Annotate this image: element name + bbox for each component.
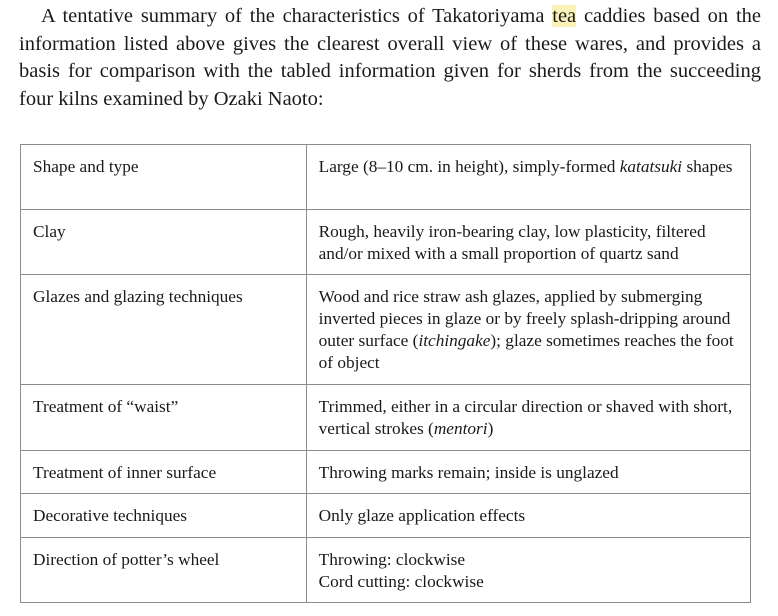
intro-paragraph xyxy=(19,3,761,114)
desc-text: shapes xyxy=(682,157,733,176)
table-row xyxy=(21,145,751,210)
table-row xyxy=(21,210,751,275)
desc-text: Large (8–10 cm. in height), simply-formed xyxy=(318,157,620,176)
desc-italic-term: mentori xyxy=(433,419,488,438)
row-label: Decorative techniques xyxy=(21,494,307,538)
desc-text: Wood and rice straw ash glazes, applied by submerging inverted pieces in glaze or by freely splash-dripping around outer surface ( xyxy=(318,287,731,350)
table-row xyxy=(21,275,751,385)
intro-text-after: caddies based on the information listed above gives the clearest overall view of these wares, and provides a basis for comparison with the tabled information given for sherds from the succeeding four kilns examined by Ozaki Naoto: xyxy=(19,5,761,111)
table-row xyxy=(21,494,751,538)
characteristics-table xyxy=(20,144,751,603)
row-description xyxy=(306,145,750,210)
table-row xyxy=(21,451,751,494)
row-label: Treatment of “waist” xyxy=(21,385,307,451)
highlighted-word[interactable]: tea xyxy=(552,5,577,27)
row-description xyxy=(306,275,750,385)
row-description xyxy=(306,538,750,603)
row-label: Clay xyxy=(21,210,307,275)
row-description: Only glaze application effects xyxy=(306,494,750,538)
desc-text: ); glaze sometimes reaches the foot of object xyxy=(318,331,734,372)
desc-line: Throwing: clockwise xyxy=(318,550,466,569)
row-label: Direction of potter’s wheel xyxy=(21,538,307,603)
desc-italic-term: katatsuki xyxy=(619,157,683,176)
row-description xyxy=(306,385,750,451)
table-row xyxy=(21,385,751,451)
row-description: Throwing marks remain; inside is unglazed xyxy=(306,451,750,494)
intro-text-before: A tentative summary of the characteristics of Takatoriyama xyxy=(41,5,553,27)
row-label: Shape and type xyxy=(21,145,307,210)
desc-text: Trimmed, either in a circular direction or shaved with short, vertical strokes ( xyxy=(318,397,733,438)
desc-line: Cord cutting: clockwise xyxy=(318,572,484,591)
desc-italic-term: itchingake xyxy=(418,331,491,350)
row-label: Treatment of inner surface xyxy=(21,451,307,494)
row-description: Rough, heavily iron-bearing clay, low plasticity, filtered and/or mixed with a small proportion of quartz sand xyxy=(306,210,750,275)
row-label: Glazes and glazing techniques xyxy=(21,275,307,385)
desc-text: ) xyxy=(487,419,494,438)
table-row xyxy=(21,538,751,603)
